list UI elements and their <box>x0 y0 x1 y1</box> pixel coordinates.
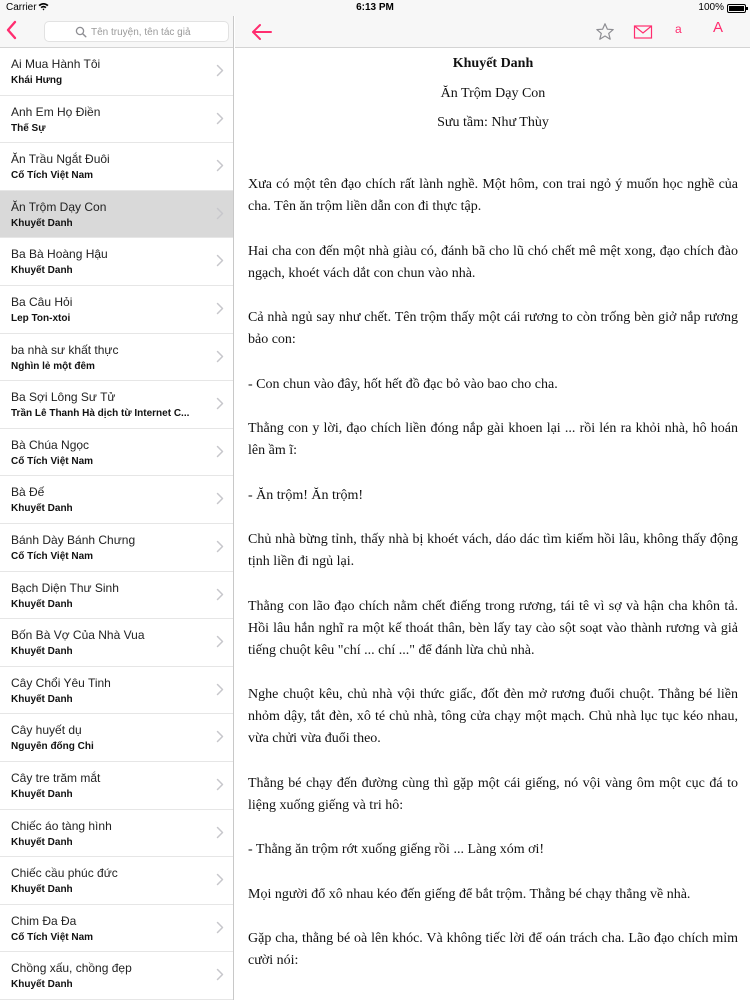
story-author-label: Cổ Tích Việt Nam <box>11 170 94 182</box>
story-paragraph: Thằng bé chạy đến đường cùng thì gặp một cái giếng, nó vội vàng ôm một cục đá to liệng xuống giếng và tri hô: <box>248 775 738 813</box>
reader-toolbar <box>235 16 750 48</box>
story-author-label: Thế Sự <box>11 122 46 134</box>
chevron-right-icon <box>216 588 224 601</box>
story-author-label: Khuyết Danh <box>11 979 73 991</box>
list-item[interactable] <box>0 286 234 334</box>
story-title-label: ba nhà sư khất thực <box>11 342 119 357</box>
chevron-right-icon <box>216 207 224 220</box>
carrier-label: Carrier <box>6 2 37 13</box>
chevron-right-icon <box>216 730 224 743</box>
story-paragraph: - Thằng ăn trộm rớt xuống giếng rồi ... Làng xóm ơi! <box>248 842 545 857</box>
story-author-label: Khuyết Danh <box>11 884 73 896</box>
list-item[interactable] <box>0 619 234 667</box>
story-title: Ăn Trộm Dạy Con <box>440 86 546 101</box>
increase-font-button[interactable]: A <box>713 19 724 36</box>
list-item[interactable] <box>0 667 234 715</box>
story-author: Khuyết Danh <box>452 56 534 71</box>
story-paragraph: - Con chun vào đây, hốt hết đồ đạc bỏ vào bao cho cha. <box>248 376 558 392</box>
chevron-right-icon <box>216 921 224 934</box>
list-item[interactable] <box>0 143 234 191</box>
chevron-right-icon <box>216 826 224 839</box>
battery-icon <box>727 4 746 13</box>
story-title-label: Ba Sợi Lông Sư Tử <box>11 390 116 405</box>
back-chevron-icon[interactable] <box>4 19 26 45</box>
story-paragraph: Gặp cha, thằng bé oà lên khóc. Và không tiếc lời để oán trách cha. Lão đạo chích mỉm cười nói: <box>248 931 738 968</box>
list-item[interactable] <box>0 572 234 620</box>
battery-percentage: 100% <box>698 2 724 13</box>
clock: 6:13 PM <box>356 2 394 13</box>
list-item[interactable] <box>0 524 234 572</box>
story-title-label: Ba Bà Hoàng Hậu <box>11 247 108 262</box>
story-author-label: Lep Ton-xtoi <box>11 312 71 324</box>
chevron-right-icon <box>216 540 224 553</box>
story-title-label: Cây huyết dụ <box>11 723 82 738</box>
chevron-right-icon <box>216 492 224 505</box>
story-paragraph: Thằng con y lời, đạo chích liền đóng nắp gài khoen lại ... rồi lén ra khỏi nhà, hô hoán lên ầm ĩ: <box>248 421 738 458</box>
story-author-label: Cổ Tích Việt Nam <box>11 455 94 467</box>
story-author-label: Khái Hưng <box>11 75 63 86</box>
story-title-label: Ai Mua Hành Tôi <box>11 57 101 71</box>
chevron-right-icon <box>216 445 224 458</box>
chevron-right-icon <box>216 112 224 125</box>
story-author-label: Cổ Tích Việt Nam <box>11 931 94 943</box>
story-paragraph: Hai cha con đến một nhà giàu có, đánh bã cho lũ chó chết mê mệt xong, đạo chích đào ngạch, khoét vách dắt con chun vào nhà. <box>248 243 738 281</box>
story-author-label: Cổ Tích Việt Nam <box>11 550 94 562</box>
story-author-label: Khuyết Danh <box>11 693 73 705</box>
story-article <box>248 48 738 995</box>
reader-pane <box>235 16 750 1000</box>
list-item[interactable] <box>0 381 234 429</box>
story-title-label: Bà Chúa Ngọc <box>11 437 90 452</box>
story-paragraph: Thằng con lão đạo chích nằm chết điếng trong rương, tái tê vì sợ và hận cha khôn tả. Hồi lâu hắn nghĩ ra một kế thoát thân, bèn lấy tay cào sột soạt vào thành rương và giả tiếng chuột kêu "chí ... chí ..." để đánh lừa chủ nhà. <box>248 598 738 658</box>
chevron-right-icon <box>216 635 224 648</box>
story-author-label: Khuyết Danh <box>11 265 73 277</box>
chevron-right-icon <box>216 683 224 696</box>
story-title-label: Chồng xấu, chồng đẹp <box>11 961 132 976</box>
star-icon[interactable] <box>595 22 615 42</box>
list-item[interactable] <box>0 191 234 239</box>
chevron-right-icon <box>216 254 224 267</box>
story-author-label: Khuyết Danh <box>11 788 73 800</box>
list-item[interactable] <box>0 905 234 953</box>
list-item[interactable] <box>0 429 234 477</box>
search-icon <box>75 25 87 37</box>
search-box[interactable] <box>44 21 229 42</box>
list-item[interactable] <box>0 48 234 96</box>
story-title-label: Bánh Dày Bánh Chưng <box>11 532 136 547</box>
list-item[interactable] <box>0 334 234 382</box>
search-input[interactable] <box>91 23 225 41</box>
story-author-label: Trần Lê Thanh Hà dịch từ Internet C... <box>11 408 190 420</box>
chevron-right-icon <box>216 302 224 315</box>
chevron-right-icon <box>216 159 224 172</box>
story-title-label: Bốn Bà Vợ Của Nhà Vua <box>11 628 145 643</box>
status-bar <box>0 0 750 16</box>
list-item[interactable] <box>0 714 234 762</box>
story-author-label: Khuyết Danh <box>11 217 73 229</box>
list-item[interactable] <box>0 762 234 810</box>
story-author-label: Khuyết Danh <box>11 503 73 515</box>
story-title-label: Ăn Trộm Dạy Con <box>11 199 107 214</box>
story-title-label: Ba Câu Hỏi <box>11 294 73 309</box>
story-author-label: Khuyết Danh <box>11 836 73 848</box>
chevron-right-icon <box>216 778 224 791</box>
story-title-label: Chim Đa Đa <box>11 913 77 928</box>
chevron-right-icon <box>216 873 224 886</box>
list-item[interactable] <box>0 96 234 144</box>
sidebar-header <box>0 16 233 48</box>
mail-icon[interactable] <box>633 24 653 40</box>
chevron-right-icon <box>216 968 224 981</box>
story-title-label: Chiếc áo tàng hình <box>11 818 112 833</box>
story-paragraph: Xưa có một tên đạo chích rất lành nghề. Một hôm, con trai ngỏ ý muốn học nghề của cha. Tên ăn trộm liền dẫn con đi thực tập. <box>248 177 738 214</box>
story-author-label: Nguyễn đổng Chi <box>11 741 94 753</box>
story-title-label: Cây Chổi Yêu Tinh <box>11 675 111 690</box>
story-list-sidebar <box>0 16 234 1000</box>
story-body <box>248 174 738 972</box>
story-paragraph: Chủ nhà bừng tỉnh, thấy nhà bị khoét vách, dáo dác tìm kiếm hồi lâu, không thấy động tịnh liền đi ngủ lại. <box>248 532 738 569</box>
list-item[interactable] <box>0 952 234 1000</box>
story-title-label: Anh Em Họ Điền <box>11 104 101 119</box>
story-title-label: Ăn Trầu Ngắt Đuôi <box>11 152 110 167</box>
list-item[interactable] <box>0 238 234 286</box>
chevron-right-icon <box>216 64 224 77</box>
story-paragraph: Nghe chuột kêu, chủ nhà vội thức giấc, đốt đèn mở rương đuổi chuột. Thằng bé liền nhỏm dậy, tắt đèn, xô té chủ nhà, tông cửa chạy một mạch. Chủ nhà lục tục kéo nhau, vừa chửi vừa đuổi theo. <box>248 687 738 746</box>
story-title-label: Bà Đế <box>11 485 45 500</box>
story-paragraph: Cả nhà ngủ say như chết. Tên trộm thấy một cái rương to còn trống bèn giở nắp rương bảo con: <box>248 310 738 347</box>
story-title-label: Chiếc cầu phúc đức <box>11 866 118 881</box>
decrease-font-button[interactable]: a <box>675 22 682 36</box>
story-paragraph: - Ăn trộm! Ăn trộm! <box>248 487 364 503</box>
list-item[interactable] <box>0 476 234 524</box>
story-paragraph: Mọi người đổ xô nhau kéo đến giếng để bắt trộm. Thằng bé chạy thẳng về nhà. <box>248 886 691 902</box>
back-arrow-icon[interactable] <box>251 22 273 42</box>
story-title-label: Cây tre trăm mắt <box>11 770 101 785</box>
story-title-label: Bạch Diện Thư Sinh <box>11 580 119 595</box>
list-item[interactable] <box>0 810 234 858</box>
story-author-label: Khuyết Danh <box>11 646 73 658</box>
story-list <box>0 48 234 1000</box>
story-collector: Sưu tầm: Như Thùy <box>437 115 549 130</box>
chevron-right-icon <box>216 350 224 363</box>
chevron-right-icon <box>216 397 224 410</box>
list-item[interactable] <box>0 857 234 905</box>
story-author-label: Nghìn lẻ một đêm <box>11 360 95 372</box>
story-author-label: Khuyết Danh <box>11 598 73 610</box>
